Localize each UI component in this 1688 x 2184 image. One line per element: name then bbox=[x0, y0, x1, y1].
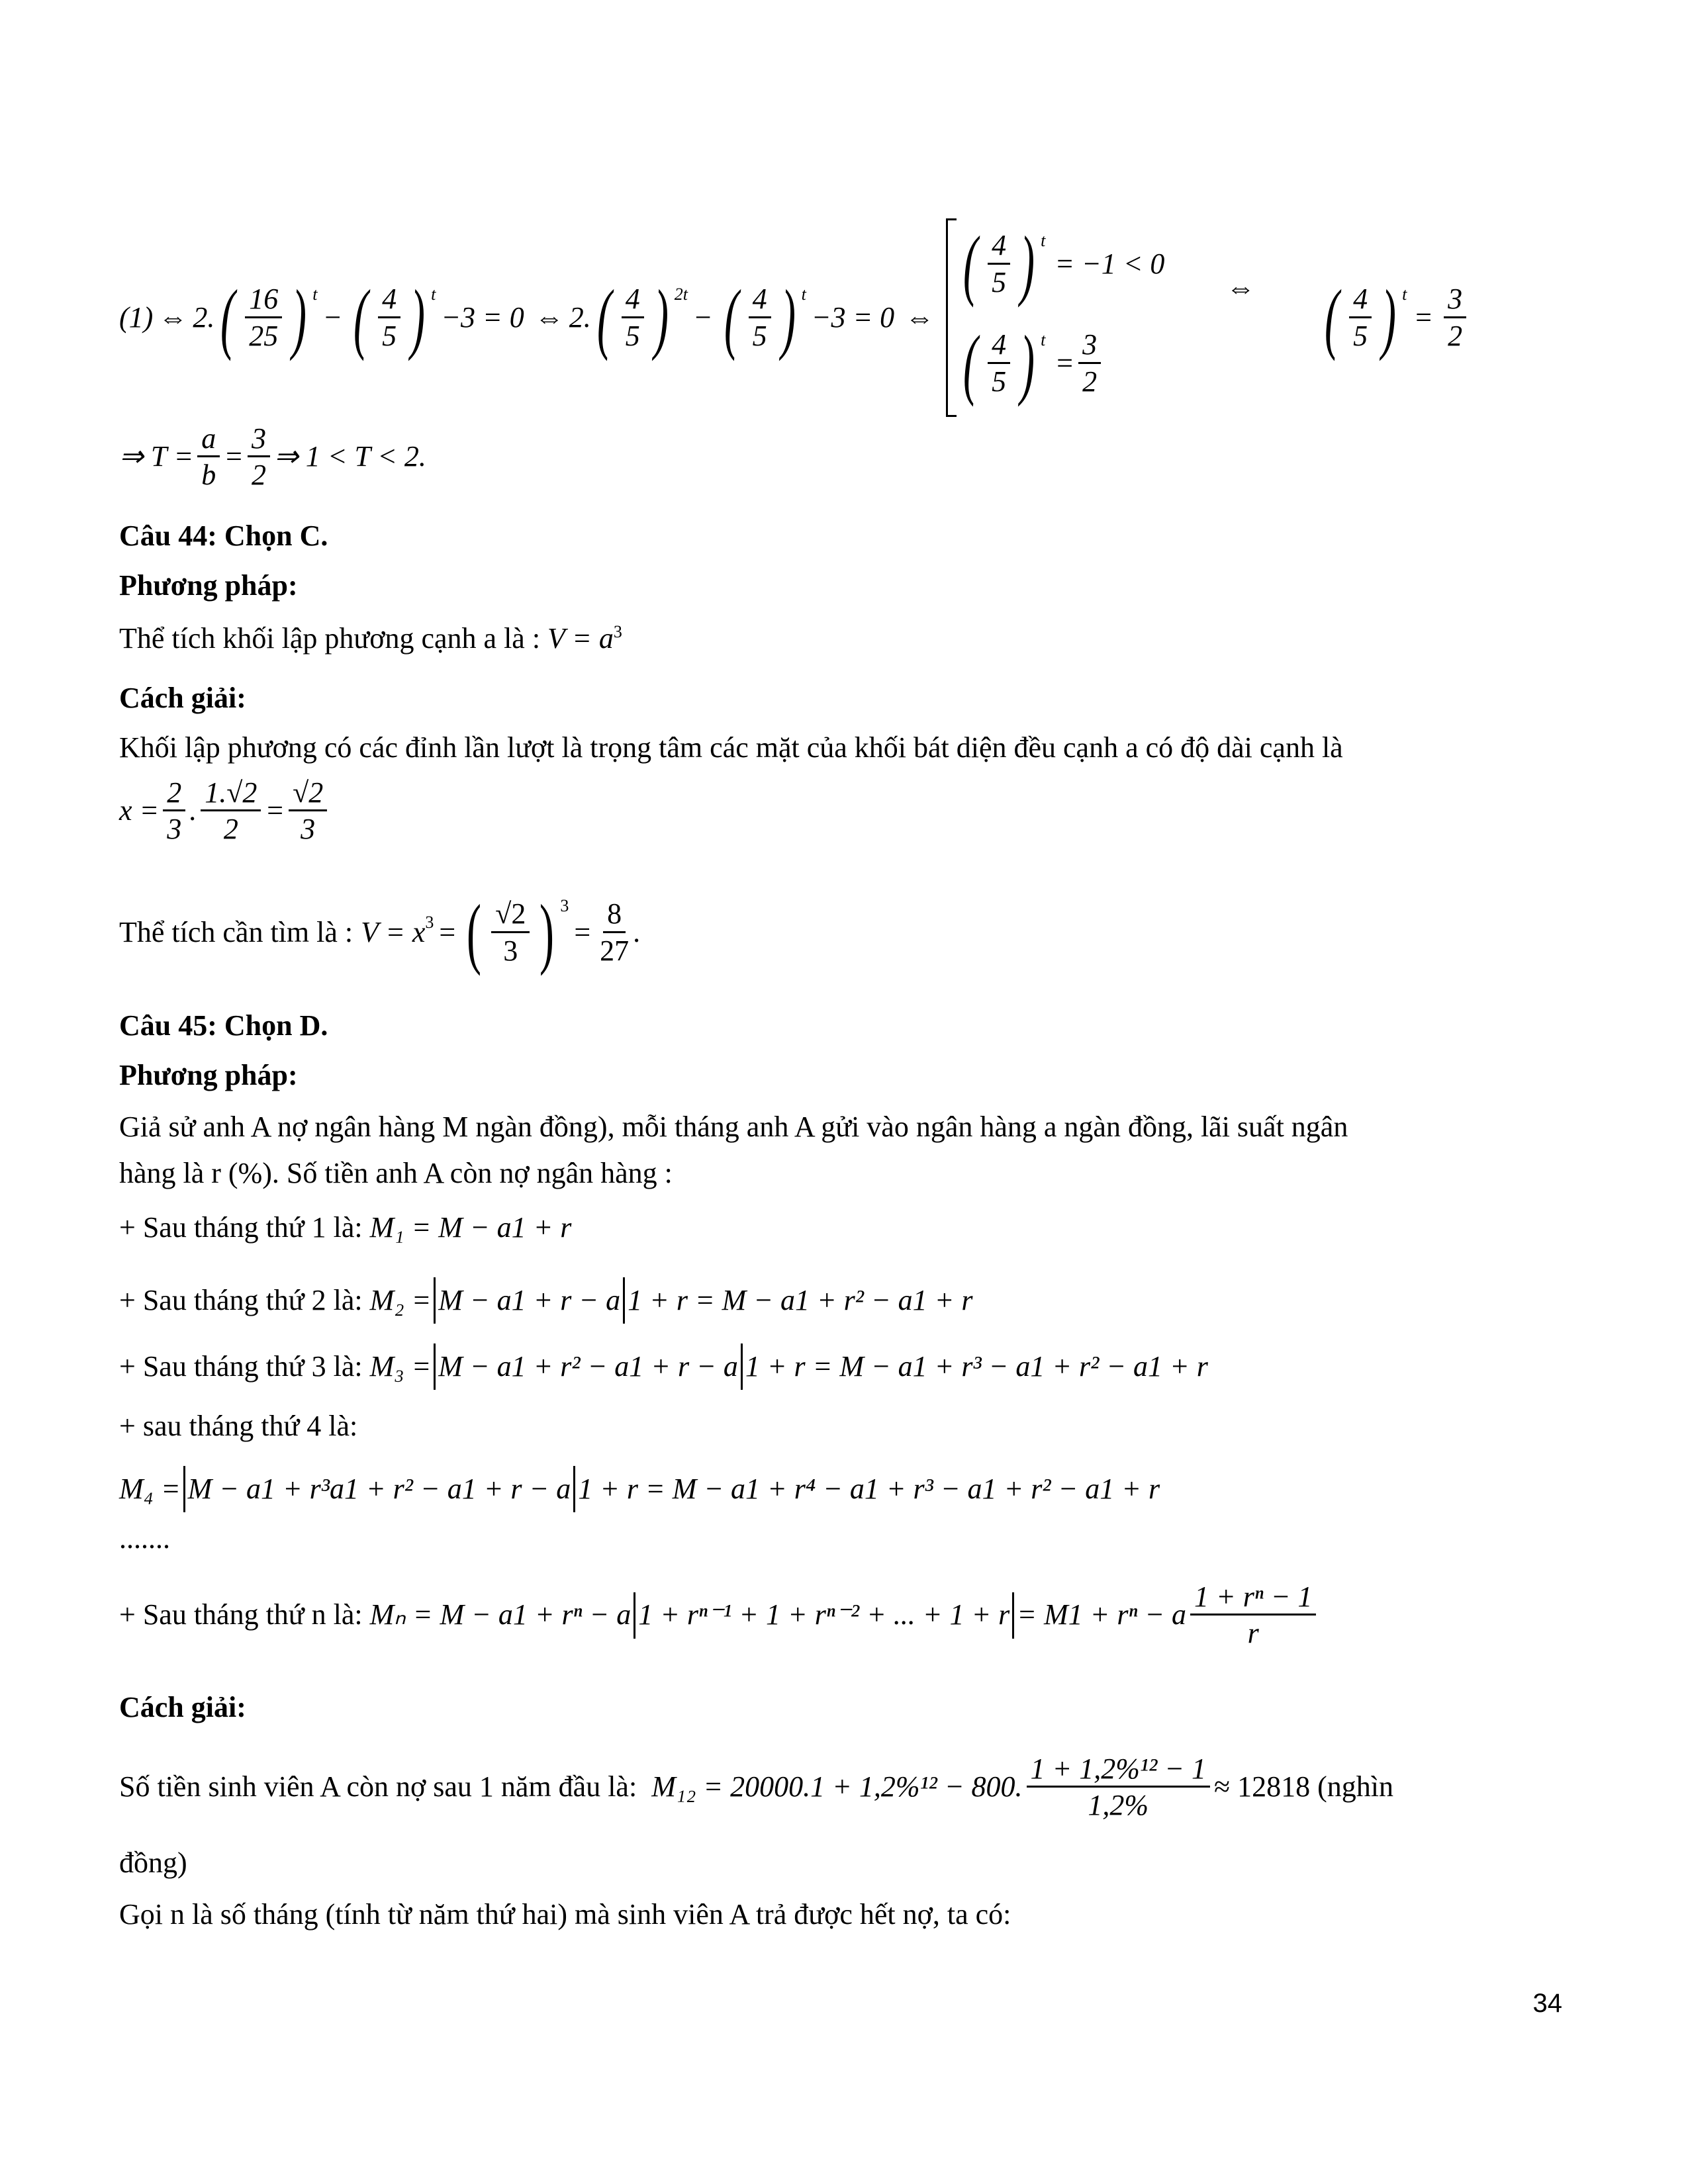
q45-solve-heading: Cách giải: bbox=[119, 1691, 246, 1723]
q44-title: Câu 44: Chọn C. bbox=[119, 520, 328, 552]
q44-solve-heading: Cách giải: bbox=[119, 682, 246, 714]
q45-m4-label: + sau tháng thứ 4 là: bbox=[119, 1410, 358, 1442]
q45-m3: + Sau tháng thứ 3 là: M₃ = M − a1 + r² − a1 + r − a 1 + r = M − a1 + r³ − a1 + r² − a1 + r bbox=[119, 1343, 1208, 1390]
q45-s1: Số tiền sinh viên A còn nợ sau 1 năm đầu là: M₁₂ = 20000.1 + 1,2%¹² − 800. $\frac{\text{1 + 1,2\%¹² − 1}}{1,2\%}$ ≈ 12818 (nghìn bbox=[119, 1752, 1393, 1822]
eq-label: (1) bbox=[119, 300, 154, 334]
q45-title: Câu 45: Chọn D. bbox=[119, 1009, 328, 1042]
frac-4-5: $\frac{4}{5}$ bbox=[378, 284, 400, 351]
q45-method-heading: Phương pháp: bbox=[119, 1059, 298, 1091]
q44-method-heading: Phương pháp: bbox=[119, 569, 298, 602]
q45-dots: ....... bbox=[119, 1522, 170, 1555]
frac-16-25: $\frac{16}{25}$ bbox=[245, 284, 282, 351]
q44-solve-text: Khối lập phương có các đỉnh lần lượt là trọng tâm các mặt của khối bát diện đều cạnh a có độ dài cạnh là bbox=[119, 731, 1343, 764]
iff-symbol: ⇔ bbox=[158, 300, 188, 334]
q45-m2: + Sau tháng thứ 2 là: M₂ = M − a1 + r − a 1 + r = M − a1 + r² − a1 + r bbox=[119, 1277, 973, 1324]
case-2-value: $\frac{3}{2}$ bbox=[1078, 330, 1101, 396]
coef-2: 2. bbox=[193, 300, 215, 334]
q45-para1: Giả sử anh A nợ ngân hàng M ngàn đồng), mỗi tháng anh A gửi vào ngân hàng a ngàn đồng, lãi suất ngân bbox=[119, 1111, 1348, 1143]
page-number: 34 bbox=[1532, 1989, 1562, 2018]
q45-last: Gọi n là số tháng (tính từ năm thứ hai) mà sinh viên A trả được hết nợ, ta có: bbox=[119, 1898, 1011, 1931]
q45-para2: hàng là r (%). Số tiền anh A còn nợ ngân hàng : bbox=[119, 1157, 673, 1189]
equation-2: ⇒ T = $\frac{a}{b}$ = $\frac{3}{2}$ ⇒ 1 < T < 2. bbox=[119, 422, 426, 492]
result-3-2: $\frac{3}{2}$ bbox=[1444, 284, 1466, 351]
q44-x-formula: x = $\frac{2}{3}$ . $\frac{1.√2}{2}$ = $\frac{√2}{3}$ bbox=[119, 778, 331, 844]
q45-m4: M₄ = M − a1 + r³a1 + r² − a1 + r − a 1 + r = M − a1 + r⁴ − a1 + r³ − a1 + r² − a1 + r bbox=[119, 1466, 1160, 1512]
q44-method-text: Thể tích khối lập phương cạnh a là : $V = a^3$ bbox=[119, 622, 622, 655]
q44-volume: Thể tích cần tìm là : V = x $^3$ = ( $\frac{√2}{3}$ ) $^3$ = $\frac{8}{27}$ . bbox=[119, 888, 641, 976]
q45-m1: + Sau tháng thứ 1 là: M₁ = M − a1 + r bbox=[119, 1211, 572, 1244]
case-bracket: ( $\frac{4}{5}$ ) $^t$ = −1 < 0 ( $\frac{4}{5}$ ) $^t$ = $\frac{3}{2}$ ⇔ bbox=[946, 218, 1319, 417]
case-1: = −1 < 0 bbox=[1055, 247, 1165, 280]
q45-mn: + Sau tháng thứ n là: Mₙ = M − a1 + rⁿ − a 1 + rⁿ⁻¹ + 1 + rⁿ⁻² + ... + 1 + r = M1 + rⁿ − a $\frac{\text{1 + rⁿ − 1}}{r}$ bbox=[119, 1582, 1320, 1649]
q45-s1-cont: đồng) bbox=[119, 1846, 187, 1879]
equation-1: (1) ⇔ 2. ( $\frac{16}{25}$ ) $^t$ − ( $\frac{4}{5}$ ) $^t$ −3 = 0 ⇔ 2. ( $\frac{4}{5}$ ) $^{2t}$ − ( $\frac{4}{5}$ ) $^t$ −3 = 0 ⇔ ( $\frac{4}{5}$ ) $^t$ = −1 < 0 ( $\frac{4}{5}$ ) $^t$ = $\frac{3}{2}$ ⇔ ( $\frac{4}{5}$ ) $^t$ = $\frac{3}{2}$ bbox=[119, 218, 1470, 417]
